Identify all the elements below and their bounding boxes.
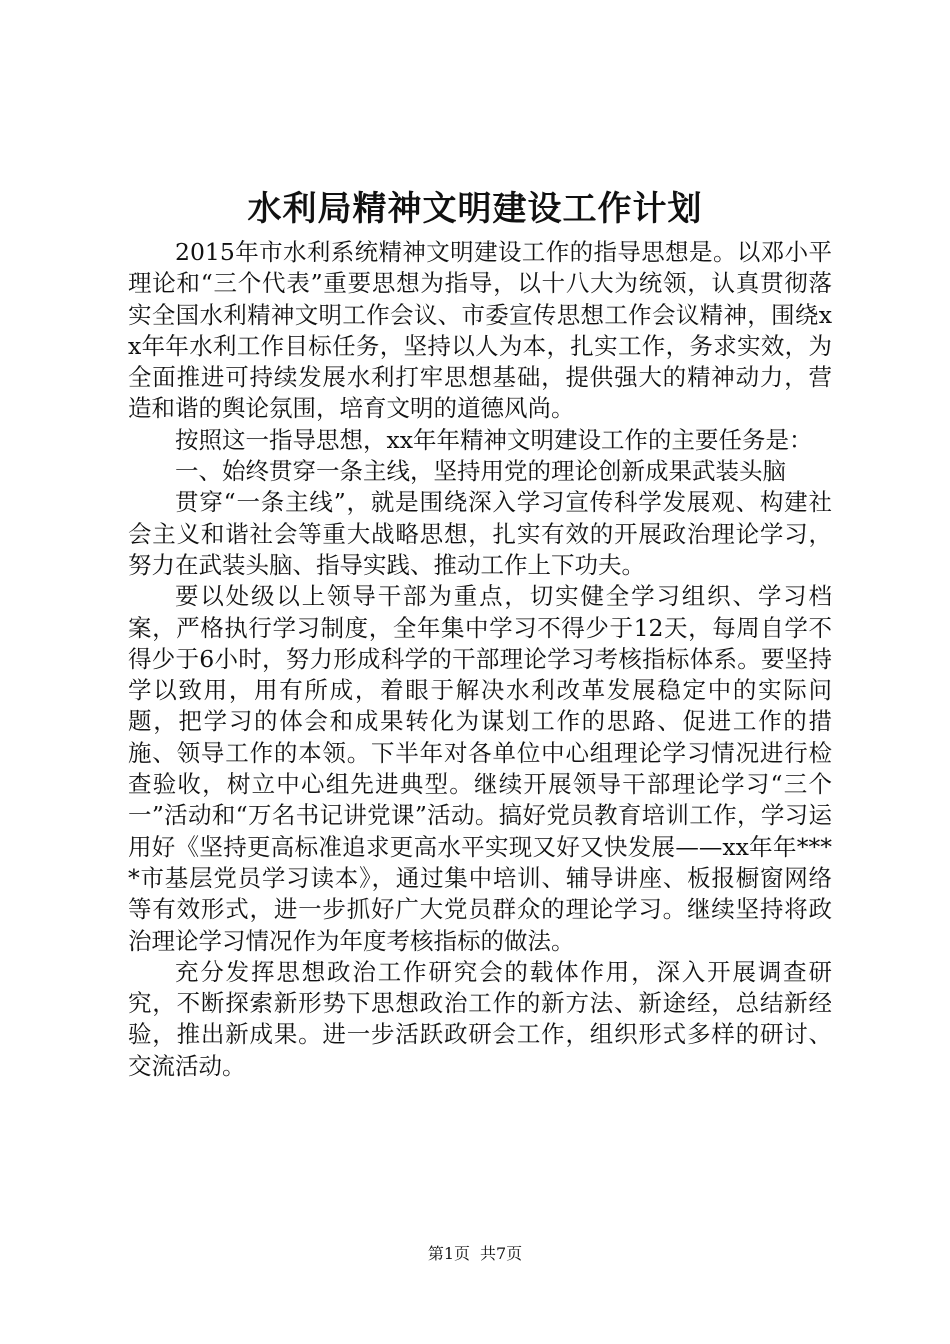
- paragraph-research-society: 充分发挥思想政治工作研究会的载体作用，深入开展调查研究，不断探索新形势下思想政治工作的新方法、新途经，总结新经验，推出新成果。进一步活跃政研会工作，组织形式多样的研讨、交流活动。: [128, 957, 832, 1080]
- document-body: [128, 237, 832, 1082]
- page-number-total: 共7页: [480, 1244, 523, 1263]
- paragraph-guiding-ideology: 2015年市水利系统精神文明建设工作的指导思想是。以邓小平理论和“三个代表”重要思想为指导，以十八大为统领，认真贯彻落实全国水利精神文明工作会议、市委宣传思想工作会议精神，围绕xx年年水利工作目标任务，坚持以人为本，扎实工作，务求实效，为全面推进可持续发展水利打牢思想基础，提供强大的精神动力，营造和谐的舆论氛围，培育文明的道德风尚。: [128, 238, 832, 423]
- document-title: 水利局精神文明建设工作计划: [247, 189, 703, 229]
- section-heading-one: 一、始终贯穿一条主线，坚持用党的理论创新成果武装头脑: [175, 457, 786, 486]
- paragraph-leadership-study: 要以处级以上领导干部为重点，切实健全学习组织、学习档案，严格执行学习制度，全年集中学习不得少于12天，每周自学不得少于6小时，努力形成科学的干部理论学习考核指标体系。要坚持学以致用，用有所成，着眼于解决水利改革发展稳定中的实际问题，把学习的体会和成果转化为谋划工作的思路、促进工作的措施、领导工作的本领。下半年对各单位中心组理论学习情况进行检查验收，树立中心组先进典型。继续开展领导干部理论学习“三个一”活动和“万名书记讲党课”活动。搞好党员教育培训工作，学习运用好《坚持更高标准追求更高水平实现又好又快发展——xx年年****市基层党员学习读本》，通过集中培训、辅导讲座、板报橱窗网络等有效形式，进一步抓好广大党员群众的理论学习。继续坚持将政治理论学习情况作为年度考核指标的做法。: [128, 582, 832, 955]
- paragraph-main-tasks: 按照这一指导思想，xx年年精神文明建设工作的主要任务是：: [175, 425, 813, 454]
- page-number-current: 第1页: [427, 1244, 470, 1263]
- paragraph-main-line: 贯穿“一条主线”，就是围绕深入学习宣传科学发展观、构建社会主义和谐社会等重大战略思想，扎实有效的开展政治理论学习，努力在武装头脑、指导实践、推动工作上下功夫。: [128, 488, 832, 579]
- page-footer: [0, 1244, 950, 1264]
